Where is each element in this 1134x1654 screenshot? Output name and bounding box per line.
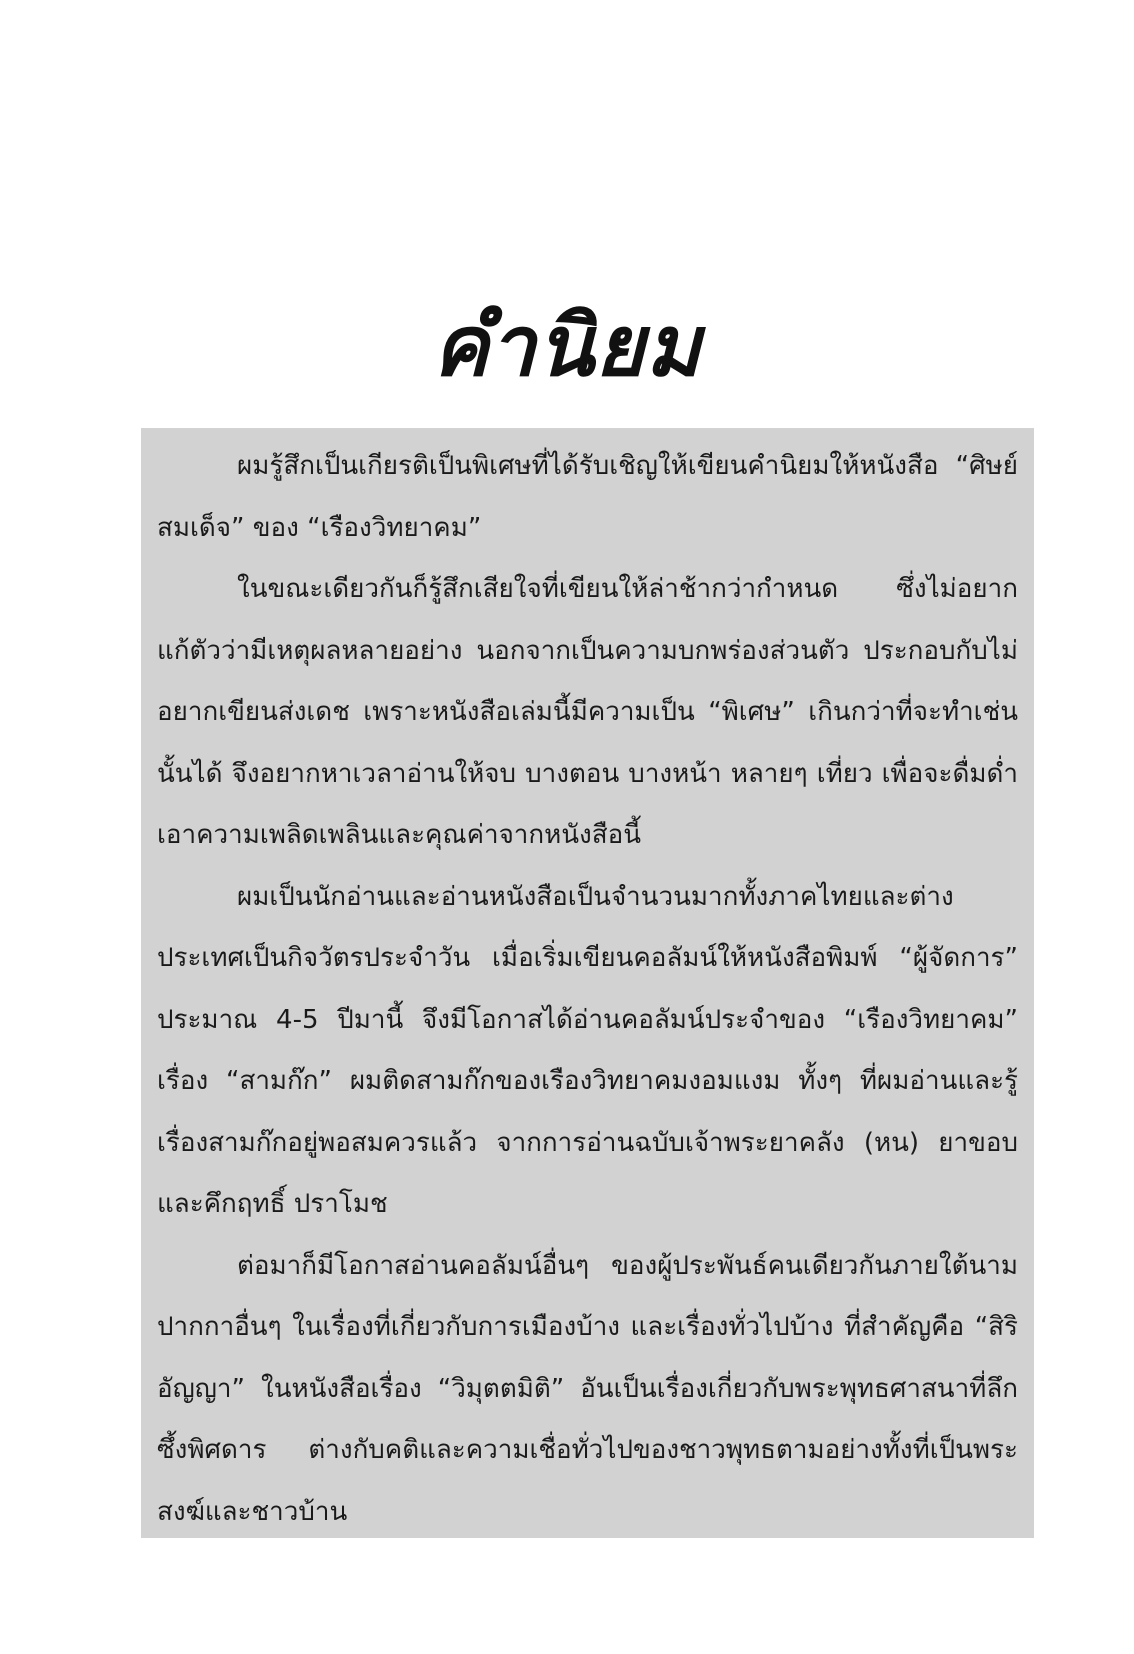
paragraph-4: ต่อมาก็มีโอกาสอ่านคอลัมน์อื่นๆ ของผู้ประพันธ์คนเดียวกันภายใต้นามปากกาอื่นๆ ในเรื่องที่เกี่ยวกับการเมืองบ้าง และเรื่องทั่วไปบ้าง ที่สำคัญคือ “สิริอัญญา” ในหนังสือเรื่อง “วิมุตตมิติ” อันเป็นเรื่องเกี่ยวกับพระพุทธศาสนาที่ลึกซึ้งพิศดาร ต่างกับคติและความเชื่อทั่วไปของชาวพุทธตามอย่างทั้งที่เป็นพระสงฆ์และชาวบ้าน (157, 1250, 1018, 1527)
paragraph-3: ผมเป็นนักอ่านและอ่านหนังสือเป็นจำนวนมากทั้งภาคไทยและต่างประเทศเป็นกิจวัตรประจำวัน เมื่อเริ่มเขียนคอลัมน์ให้หนังสือพิมพ์ “ผู้จัดการ” ประมาณ 4-5 ปีมานี้ จึงมีโอกาสได้อ่านคอลัมน์ประจำของ “เรืองวิทยาคม” เรื่อง “สามก๊ก” ผมติดสามก๊กของเรืองวิทยาคมงอมแงม ทั้งๆ ที่ผมอ่านและรู้เรื่องสามก๊กอยู่พอสมควรแล้ว จากการอ่านฉบับเจ้าพระยาคลัง (หน) ยาขอบ และคึกฤทธิ์ ปราโมช (157, 881, 1018, 1219)
paragraph-1: ผมรู้สึกเป็นเกียรติเป็นพิเศษที่ได้รับเชิญให้เขียนคำนิยมให้หนังสือ “ศิษย์สมเด็จ” ของ “เรืองวิทยาคม” (157, 451, 1018, 543)
paragraph-2: ในขณะเดียวกันก็รู้สึกเสียใจที่เขียนให้ล่าช้ากว่ากำหนด ซึ่งไม่อยากแก้ตัวว่ามีเหตุผลหลายอย่าง นอกจากเป็นความบกพร่องส่วนตัว ประกอบกับไม่อยากเขียนส่งเดช เพราะหนังสือเล่มนี้มีความเป็น “พิเศษ” เกินกว่าที่จะทำเช่นนั้นได้ จึงอยากหาเวลาอ่านให้จบ บางตอน บางหน้า หลายๆ เที่ยว เพื่อจะดื่มด่ำเอาความเพลิดเพลินและคุณค่าจากหนังสือนี้ (157, 574, 1018, 850)
page-title: คำนิยม (432, 296, 702, 396)
foreword-text-box (141, 428, 1034, 1538)
